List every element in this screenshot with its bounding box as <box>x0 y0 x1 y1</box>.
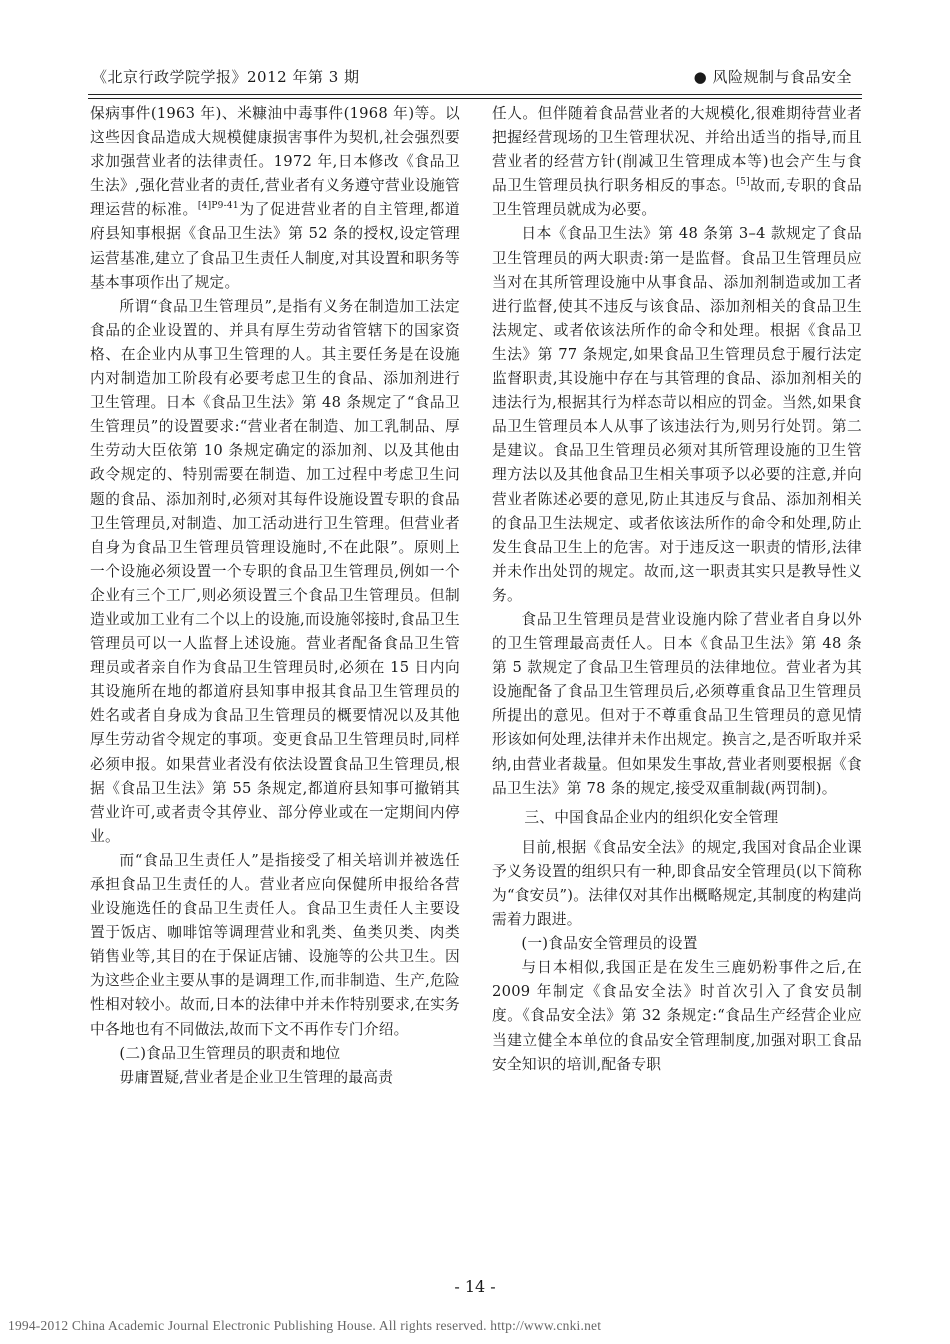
citation: [5] <box>736 177 750 188</box>
copyright-footer: 1994-2012 China Academic Journal Electronic Publishing House. All rights reserved. http://www.cnki.net <box>8 1318 602 1333</box>
paragraph: 食品卫生管理员是营业设施内除了营业者自身以外的卫生管理最高责任人。日本《食品卫生法》第 48 条第 5 款规定了食品卫生管理员的法律地位。营业者为其设施配备了食品卫生管理员后,必须尊重食品卫生管理员所提出的意见。但对于不尊重食品卫生管理员的意见情形该如何处理,法律并未作出规定。换言之,是否听取并采纳,由营业者裁量。但如果发生事故,营业者则要根据《食品卫生法》第 78 条的规定,接受双重制裁(两罚制)。 <box>492 610 862 797</box>
citation: [4]P9-41 <box>197 201 239 212</box>
paragraph: 所谓“食品卫生管理员”,是指有义务在制造加工法定食品的企业设置的、并具有厚生劳动省管辖下的国家资格、在企业内从事卫生管理的人。其主要任务是在设施内对制造加工阶段有必要考虑卫生的食品、添加剂进行卫生管理。日本《食品卫生法》第 48 条规定了“食品卫生管理员”的设置要求:“营业者在制造、加工乳制品、厚生劳动大臣依第 10 条规定确定的添加剂、以及其他由政令规定的、特别需要在制造、加工过程中考虑卫生问题的食品、添加剂时,必须对其每件设施设置专职的食品卫生管理员,对制造、加工活动进行卫生管理。但营业者自身为食品卫生管理员管理设施时,不在此限”。原则上一个设施必须设置一个专职的食品卫生管理员,例如一个企业有三个工厂,则必须设置三个食品卫生管理员。但制造业或加工业有二个以上的设施,而设施邻接时,食品卫生管理员可以一人监督上述设施。营业者配备食品卫生管理员或者亲自作为食品卫生管理员时,必须在 15 日内向其设施所在地的都道府县知事申报其食品卫生管理员的姓名或者自身成为食品卫生管理员的概要情况以及其他厚生劳动省令规定的事项。变更食品卫生管理员时,同样必须申报。如果营业者没有依法设置食品卫生管理员,根据《食品卫生法》第 55 条规定,都道府县知事可撤销其营业许可,或者责令其停业、部分停业或在一定期间内停业。 <box>90 297 460 845</box>
right-column <box>492 102 862 1077</box>
left-column <box>90 102 460 1090</box>
paragraph: 与日本相似,我国正是在发生三鹿奶粉事件之后,在 2009 年制定《食品安全法》时首次引入了食安员制度。《食品安全法》第 32 条规定:“食品生产经营企业应当建立健全本单位的食品安全管理制度,加强对职工食品安全知识的培训,配备专职 <box>492 959 862 1073</box>
paragraph: 目前,根据《食品安全法》的规定,我国对食品企业课予义务设置的组织只有一种,即食品安全管理员(以下简称为“食安员”)。法律仅对其作出概略规定,其制度的构建尚需着力跟进。 <box>492 838 862 929</box>
section-heading: 三、中国食品企业内的组织化安全管理 <box>524 808 779 826</box>
paragraph: 任人。但伴随着食品营业者的大规模化,很难期待营业者把握经营现场的卫生管理状况、并给出适当的指导,而且营业者的经营方针(削减卫生管理成本等)也会产生与食品卫生管理员执行职务相反的事态。[5]故而,专职的食品卫生管理员就成为必要。 <box>492 105 862 219</box>
subsection-heading: (一)食品安全管理员的设置 <box>521 935 698 953</box>
paragraph: 保病事件(1963 年)、米糠油中毒事件(1968 年)等。以这些因食品造成大规模健康损害事件为契机,社会强烈要求加强营业者的法律责任。1972 年,日本修改《食品卫生法》,强化营业者的责任,营业者有义务遵守营业设施管理运营的标准。$^{[4]P9-41}$为了促进营业者的自主管理,都道府县知事根据《食品卫生法》第 52 条的授权,设定管理运营基准,建立了食品卫生责任人制度,对其设置和职务等基本事项作出了规定。 <box>90 105 460 291</box>
subsection-heading: (二)食品卫生管理员的职责和地位 <box>119 1044 341 1062</box>
header-rule <box>88 94 862 95</box>
paragraph: 而“食品卫生责任人”是指接受了相关培训并被选任承担食品卫生责任的人。营业者应向保健所申报给各营业设施选任的食品卫生责任人。食品卫生责任人主要设置于饭店、咖啡馆等调理营业和乳类、鱼类贝类、肉类销售业等,其目的在于保证店铺、设施等的公共卫生。因为这些企业主要从事的是调理工作,而非制造、生产,危险性相对较小。故而,日本的法律中并未作特别要求,在实务中各地也有不同做法,故而下文不再作专门介绍。 <box>90 851 460 1038</box>
page-number: - 14 - <box>454 1277 496 1296</box>
section-header: ● 风险规制与食品安全 <box>693 68 852 86</box>
header-rule <box>88 98 862 99</box>
paragraph: 毋庸置疑,营业者是企业卫生管理的最高责 <box>119 1068 394 1086</box>
paragraph: 日本《食品卫生法》第 48 条第 3–4 款规定了食品卫生管理员的两大职责:第一是监督。食品卫生管理员应当对在其所管理设施中从事食品、添加剂制造或加工者进行监督,使其不违反与该食品、添加剂相关的食品卫生法规定、或者依该法所作的命令和处理。根据《食品卫生法》第 77 条规定,如果食品卫生管理员怠于履行法定监督职责,其设施中存在与其管理的食品、添加剂相关的违法行为,根据其行为样态苛以相应的罚金。当然,如果食品卫生管理员本人从事了该违法行为,则另行处罚。第二是建议。食品卫生管理员必须对其所管理设施的卫生管理方法以及其他食品卫生相关事项予以必要的注意,并向营业者陈述必要的意见,防止其违反与食品、添加剂相关的食品卫生法规定、或者依该法所作的命令和处理,防止发生食品卫生上的危害。对于违反这一职责的情形,法律并未作出处罚的规定。故而,这一职责其实只是教导性义务。 <box>492 225 862 604</box>
journal-header: 《北京行政学院学报》2012 年第 3 期 <box>92 68 360 86</box>
